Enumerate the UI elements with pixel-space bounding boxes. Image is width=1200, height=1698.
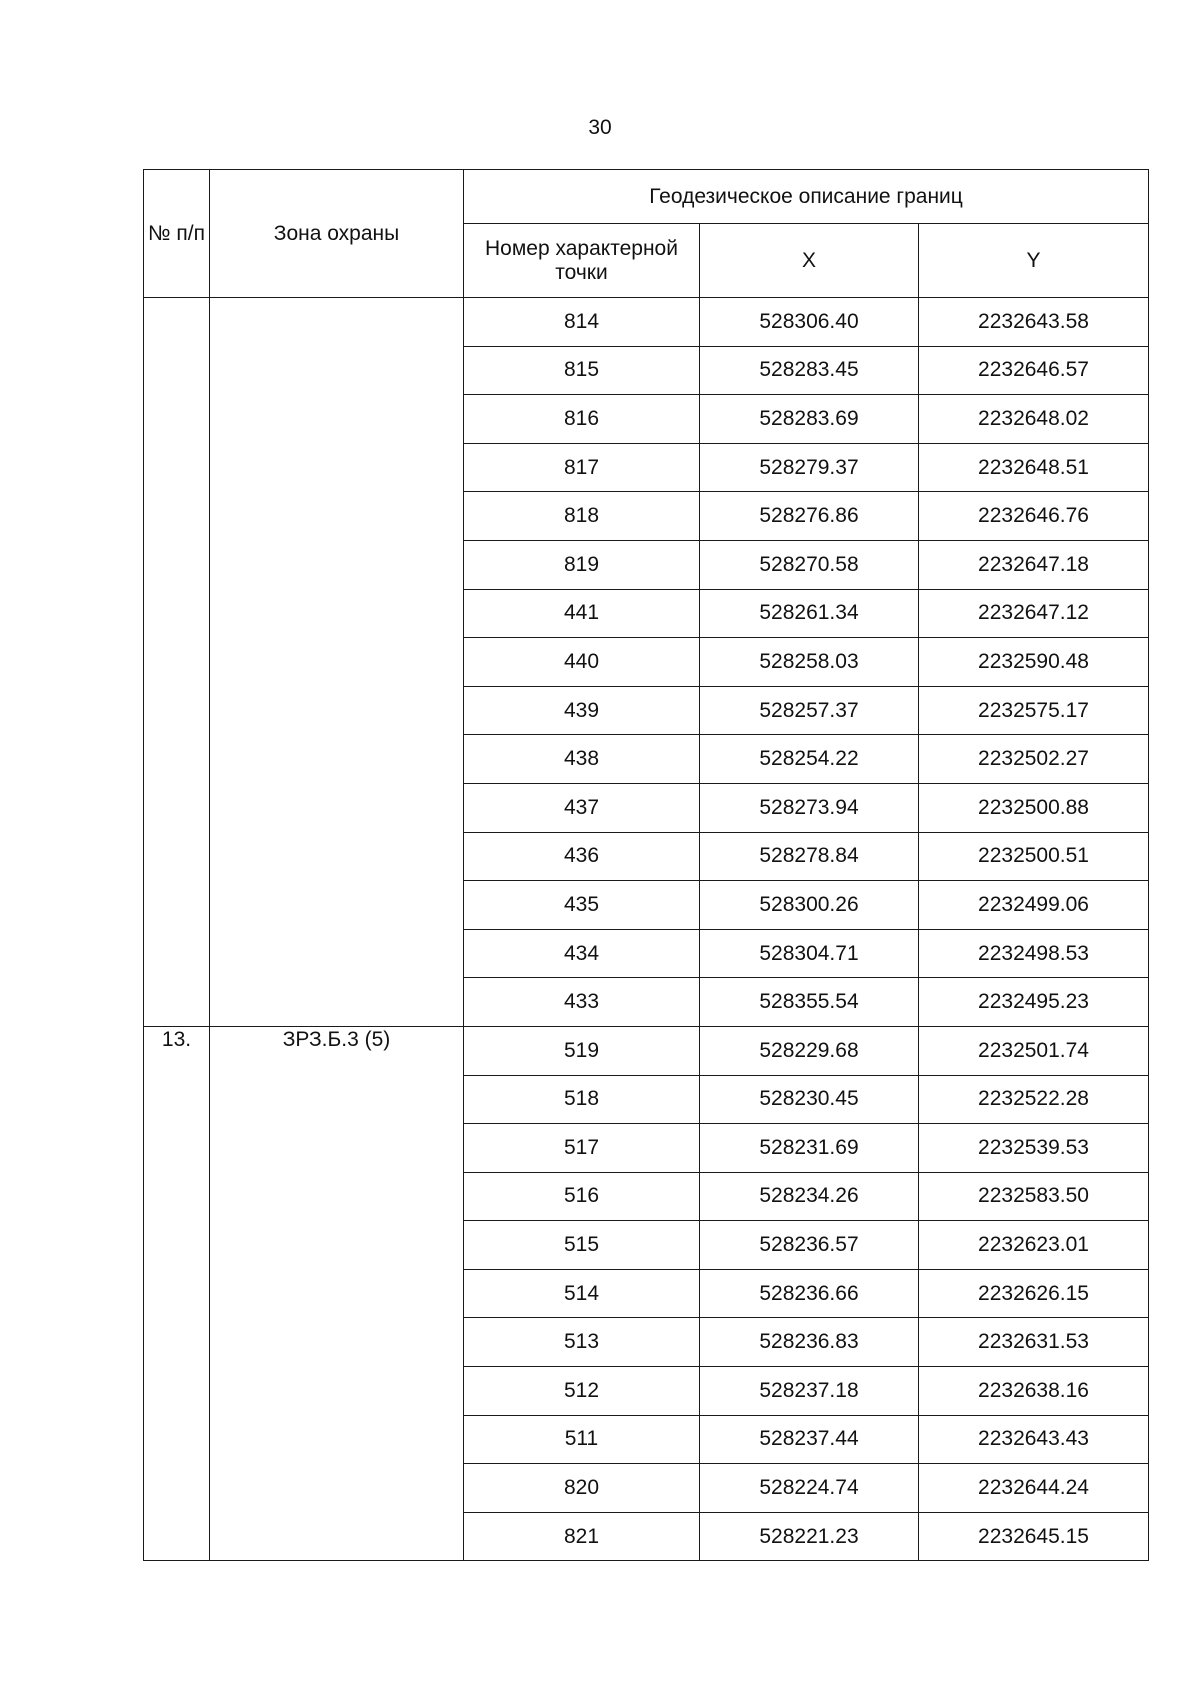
col-header-zone: Зона охраны	[210, 170, 464, 298]
x-coordinate-cell: 528304.71	[700, 929, 919, 978]
header-row-top	[144, 170, 1149, 224]
group-zone-cell	[210, 298, 464, 1027]
point-number-cell: 512	[464, 1367, 700, 1416]
y-coordinate-cell: 2232647.18	[919, 540, 1149, 589]
x-coordinate-cell: 528300.26	[700, 881, 919, 930]
group-number-cell: 13.	[144, 1026, 210, 1561]
point-number-cell: 440	[464, 638, 700, 687]
y-coordinate-cell: 2232501.74	[919, 1026, 1149, 1075]
y-coordinate-cell: 2232623.01	[919, 1221, 1149, 1270]
point-number-cell: 817	[464, 443, 700, 492]
point-number-cell: 816	[464, 395, 700, 444]
y-coordinate-cell: 2232498.53	[919, 929, 1149, 978]
x-coordinate-cell: 528236.66	[700, 1269, 919, 1318]
point-number-cell: 437	[464, 783, 700, 832]
x-coordinate-cell: 528258.03	[700, 638, 919, 687]
table-row	[144, 298, 1149, 347]
table-row	[144, 1026, 1149, 1075]
col-header-x: X	[700, 224, 919, 298]
x-coordinate-cell: 528236.83	[700, 1318, 919, 1367]
x-coordinate-cell: 528283.45	[700, 346, 919, 395]
point-number-cell: 515	[464, 1221, 700, 1270]
y-coordinate-cell: 2232631.53	[919, 1318, 1149, 1367]
y-coordinate-cell: 2232644.24	[919, 1464, 1149, 1513]
point-number-cell: 441	[464, 589, 700, 638]
x-coordinate-cell: 528278.84	[700, 832, 919, 881]
y-coordinate-cell: 2232645.15	[919, 1512, 1149, 1561]
point-number-cell: 517	[464, 1124, 700, 1173]
y-coordinate-cell: 2232502.27	[919, 735, 1149, 784]
point-number-cell: 438	[464, 735, 700, 784]
y-coordinate-cell: 2232647.12	[919, 589, 1149, 638]
col-header-point: Номер характерной точки	[464, 224, 700, 298]
col-header-y: Y	[919, 224, 1149, 298]
x-coordinate-cell: 528279.37	[700, 443, 919, 492]
point-number-cell: 818	[464, 492, 700, 541]
x-coordinate-cell: 528237.44	[700, 1415, 919, 1464]
y-coordinate-cell: 2232643.58	[919, 298, 1149, 347]
x-coordinate-cell: 528283.69	[700, 395, 919, 444]
x-coordinate-cell: 528221.23	[700, 1512, 919, 1561]
y-coordinate-cell: 2232522.28	[919, 1075, 1149, 1124]
point-number-cell: 516	[464, 1172, 700, 1221]
x-coordinate-cell: 528237.18	[700, 1367, 919, 1416]
y-coordinate-cell: 2232643.43	[919, 1415, 1149, 1464]
y-coordinate-cell: 2232648.02	[919, 395, 1149, 444]
boundary-coordinates-table	[143, 169, 1149, 1561]
table-header	[144, 170, 1149, 298]
page-number: 30	[588, 116, 612, 139]
point-number-cell: 821	[464, 1512, 700, 1561]
x-coordinate-cell: 528229.68	[700, 1026, 919, 1075]
x-coordinate-cell: 528273.94	[700, 783, 919, 832]
x-coordinate-cell: 528254.22	[700, 735, 919, 784]
x-coordinate-cell: 528257.37	[700, 686, 919, 735]
y-coordinate-cell: 2232499.06	[919, 881, 1149, 930]
point-number-cell: 820	[464, 1464, 700, 1513]
col-header-number: № п/п	[144, 170, 210, 298]
x-coordinate-cell: 528224.74	[700, 1464, 919, 1513]
point-number-cell: 439	[464, 686, 700, 735]
x-coordinate-cell: 528231.69	[700, 1124, 919, 1173]
point-number-cell: 518	[464, 1075, 700, 1124]
col-header-geodesic: Геодезическое описание границ	[464, 170, 1149, 224]
y-coordinate-cell: 2232583.50	[919, 1172, 1149, 1221]
y-coordinate-cell: 2232539.53	[919, 1124, 1149, 1173]
x-coordinate-cell: 528234.26	[700, 1172, 919, 1221]
point-number-cell: 434	[464, 929, 700, 978]
y-coordinate-cell: 2232646.76	[919, 492, 1149, 541]
x-coordinate-cell: 528236.57	[700, 1221, 919, 1270]
point-number-cell: 433	[464, 978, 700, 1027]
x-coordinate-cell: 528276.86	[700, 492, 919, 541]
x-coordinate-cell: 528355.54	[700, 978, 919, 1027]
group-number-cell	[144, 298, 210, 1027]
point-number-cell: 436	[464, 832, 700, 881]
group-zone-cell: ЗРЗ.Б.3 (5)	[210, 1026, 464, 1561]
y-coordinate-cell: 2232495.23	[919, 978, 1149, 1027]
x-coordinate-cell: 528270.58	[700, 540, 919, 589]
y-coordinate-cell: 2232500.51	[919, 832, 1149, 881]
y-coordinate-cell: 2232500.88	[919, 783, 1149, 832]
y-coordinate-cell: 2232626.15	[919, 1269, 1149, 1318]
x-coordinate-cell: 528230.45	[700, 1075, 919, 1124]
point-number-cell: 819	[464, 540, 700, 589]
x-coordinate-cell: 528306.40	[700, 298, 919, 347]
point-number-cell: 513	[464, 1318, 700, 1367]
y-coordinate-cell: 2232638.16	[919, 1367, 1149, 1416]
point-number-cell: 815	[464, 346, 700, 395]
x-coordinate-cell: 528261.34	[700, 589, 919, 638]
y-coordinate-cell: 2232590.48	[919, 638, 1149, 687]
y-coordinate-cell: 2232648.51	[919, 443, 1149, 492]
point-number-cell: 814	[464, 298, 700, 347]
point-number-cell: 435	[464, 881, 700, 930]
point-number-cell: 511	[464, 1415, 700, 1464]
point-number-cell: 514	[464, 1269, 700, 1318]
y-coordinate-cell: 2232575.17	[919, 686, 1149, 735]
table-body	[144, 298, 1149, 1561]
y-coordinate-cell: 2232646.57	[919, 346, 1149, 395]
point-number-cell: 519	[464, 1026, 700, 1075]
